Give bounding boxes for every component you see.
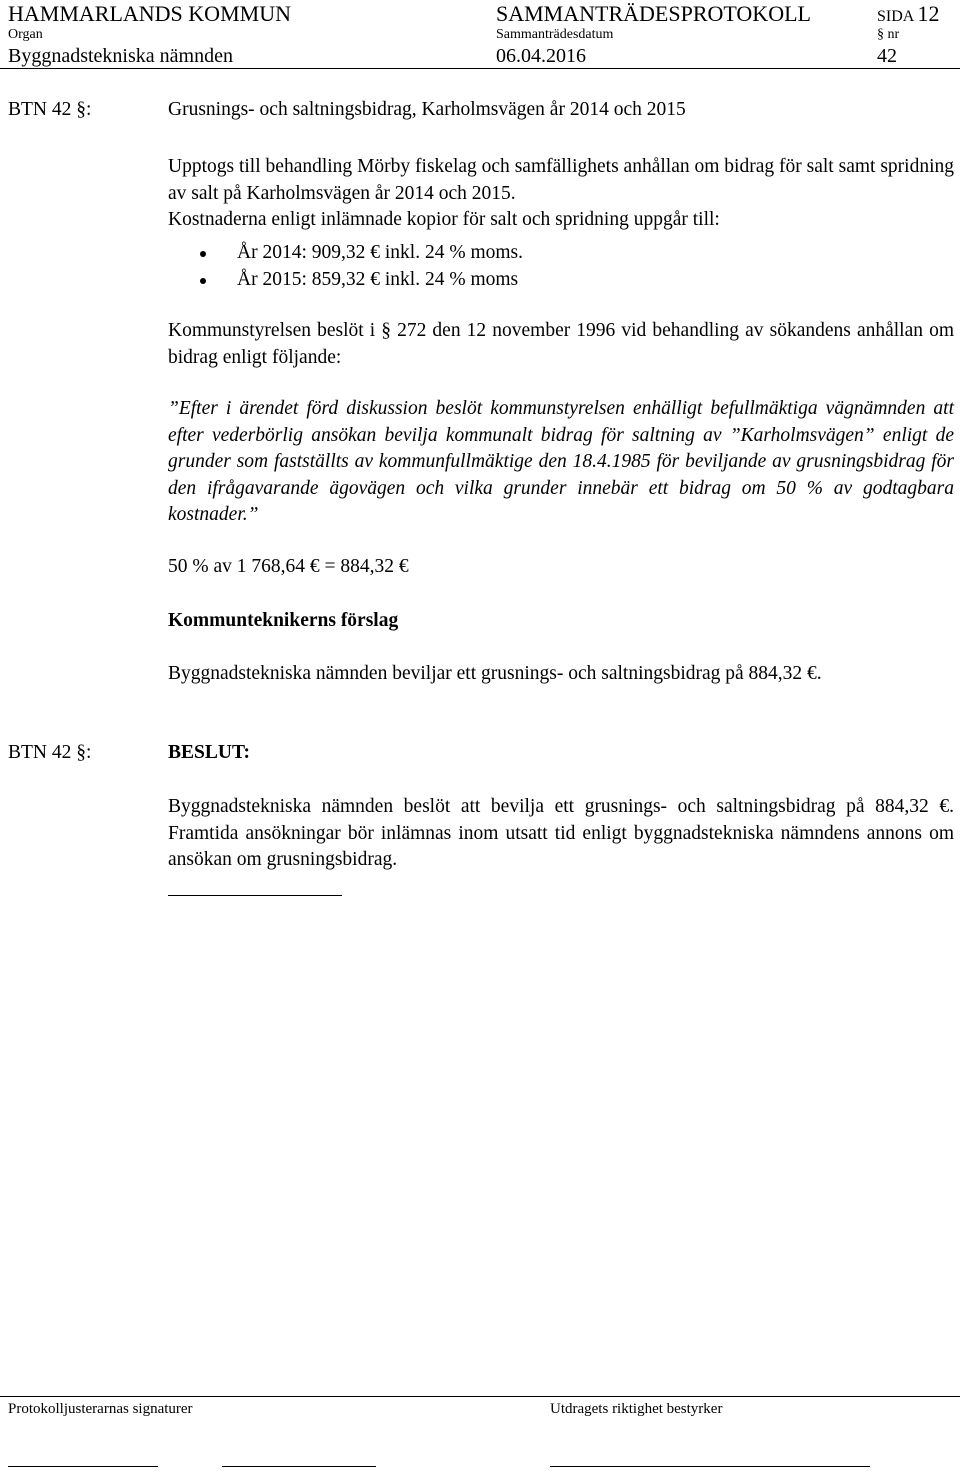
proposal-text: Byggnadstekniska nämnden beviljar ett grusnings- och saltningsbidrag på 884,32 €.	[168, 663, 822, 684]
bullet-icon	[200, 278, 206, 284]
bullet-icon	[200, 251, 206, 257]
page-number: 12	[917, 1, 940, 26]
calculation: 50 % av 1 768,64 € = 884,32 €	[168, 556, 409, 577]
quote-paragraph: ”Efter i ärendet förd diskussion beslöt kommunstyrelsen enhälligt befullmäktiga vägnämnden att efter vederbörlig ansökan bevilja kommunalt bidrag för saltning av ”Karholmsvägen” enligt de grunder som fastställts av kommunfullmäktige den 18.4.1985 för beviljande av grusningsbidrag för den ifrågavarande ägovägen och vilka grunder innebär ett bidrag om 50 % av godtagbara kostnader.”	[168, 398, 954, 525]
proposal-heading: Kommunteknikerns förslag	[168, 610, 399, 631]
end-rule	[168, 895, 342, 896]
decision-1996-paragraph: Kommunstyrelsen beslöt i § 272 den 12 november 1996 vid behandling av sökandens anhållan om bidrag enligt följande:	[168, 320, 954, 368]
list-item: År 2015: 859,32 € inkl. 24 % moms	[200, 267, 523, 294]
municipality-name: HAMMARLANDS KOMMUN	[8, 1, 291, 26]
decision-ref: BTN 42 §:	[8, 742, 92, 763]
date-value: 06.04.2016	[496, 45, 586, 67]
section-title: Grusnings- och saltningsbidrag, Karholmsvägen år 2014 och 2015	[168, 99, 686, 120]
organ-value: Byggnadstekniska nämnden	[8, 45, 233, 67]
date-label: Sammanträdesdatum	[496, 27, 614, 42]
costs-line: Kostnaderna enligt inlämnade kopior för salt och spridning uppgår till:	[168, 209, 720, 230]
intro-paragraph	[168, 154, 954, 234]
certification-label: Utdragets riktighet bestyrker	[550, 1401, 723, 1417]
signature-line	[222, 1466, 376, 1467]
section-ref: BTN 42 §:	[8, 99, 92, 120]
protocol-title: SAMMANTRÄDESPROTOKOLL	[496, 1, 811, 26]
organ-label: Organ	[8, 27, 43, 42]
nr-value: 42	[877, 45, 897, 67]
certification-line	[550, 1466, 870, 1467]
decision-heading: BESLUT:	[168, 742, 250, 763]
decision-text: Byggnadstekniska nämnden beslöt att bevilja ett grusnings- och saltningsbidrag på 884,32 €. Framtida ansökningar bör inlämnas inom utsatt tid enligt byggnadstekniska nämndens annons om ansökan om grusningsbidrag.	[168, 796, 954, 870]
page-label: SIDA	[877, 8, 914, 25]
cost-list	[200, 240, 523, 293]
signatures-label: Protokolljusterarnas signaturer	[8, 1401, 193, 1417]
list-item: År 2014: 909,32 € inkl. 24 % moms.	[200, 240, 523, 267]
intro-text: Upptogs till behandling Mörby fiskelag och samfällighets anhållan om bidrag för salt samt spridning av salt på Karholmsvägen år 2014 och 2015.	[168, 156, 954, 204]
footer-divider	[0, 1396, 960, 1397]
signature-line	[8, 1466, 158, 1467]
page-indicator	[877, 2, 939, 29]
header-divider	[0, 68, 960, 69]
nr-label: § nr	[877, 27, 900, 42]
